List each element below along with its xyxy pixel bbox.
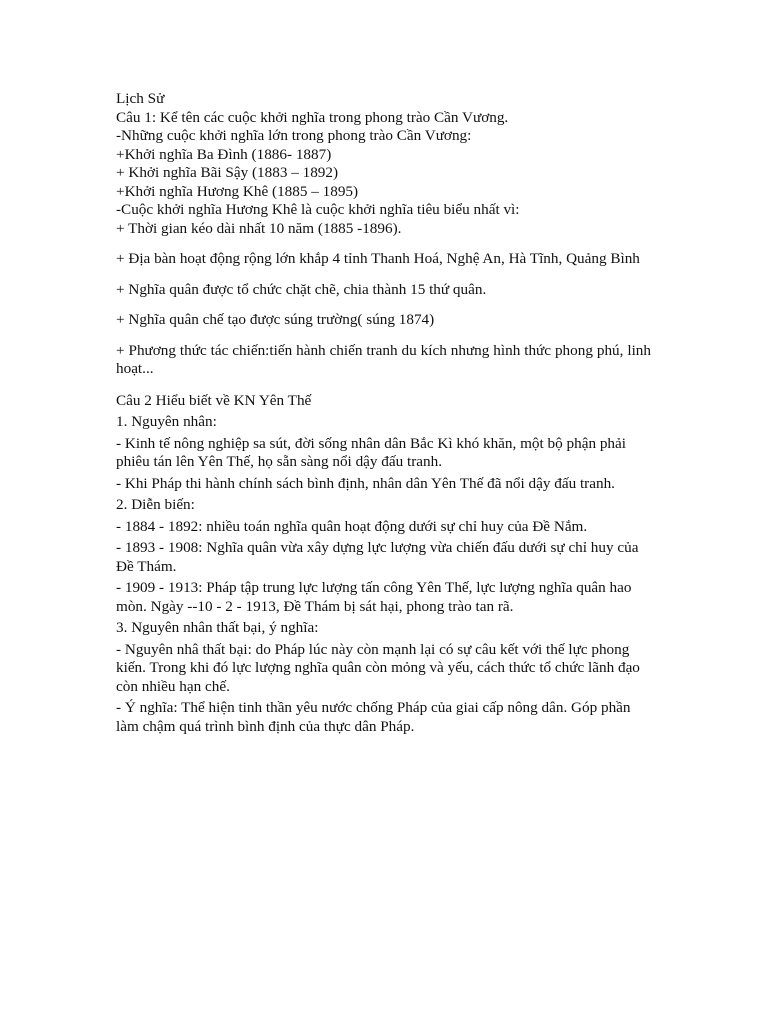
cause-item: - Kinh tế nông nghiệp sa sút, đời sống nhân dân Bắc Kì khó khăn, một bộ phận phải phiêu tán lên Yên Thế, họ sẵn sàng nổi dậy đấu tranh. [116, 434, 626, 470]
event-item: - 1884 - 1892: nhiều toán nghĩa quân hoạt động dưới sự chỉ huy của Đề Nắm. [116, 517, 588, 535]
q1-typical-intro: -Cuộc khởi nghĩa Hương Khê là cuộc khởi nghĩa tiêu biểu nhất vì: [116, 201, 520, 218]
uprising-item: +Khởi nghĩa Hương Khê (1885 – 1895) [116, 182, 359, 200]
document-title: Lịch Sử [116, 90, 165, 107]
reason-item: + Nghĩa quân chế tạo được súng trường( súng 1874) [116, 311, 435, 328]
uprising-item: +Khởi nghĩa Ba Đình (1886- 1887) [116, 145, 332, 163]
reason-item: + Thời gian kéo dài nhất 10 năm (1885 -1896). [116, 219, 402, 237]
document-page [116, 90, 651, 736]
event-item: - 1909 - 1913: Pháp tập trung lực lượng tấn công Yên Thế, lực lượng nghĩa quân hao mòn. Ngày --10 - 2 - 1913, Đề Thám bị sát hại, phong trào tan rã. [116, 579, 632, 615]
causes-heading: 1. Nguyên nhân: [116, 413, 217, 430]
failure-item: - Nguyên nhâ thất bại: do Pháp lúc này còn mạnh lại có sự câu kết với thế lực phong kiến. Trong khi đó lực lượng nghĩa quân còn mỏng và yếu, cách thức tổ chức lãnh đạo còn nhiều hạn chế. [116, 640, 640, 695]
q1-intro: -Những cuộc khởi nghĩa lớn trong phong trào Cần Vương: [116, 127, 472, 144]
reason-item: + Nghĩa quân được tổ chức chặt chẽ, chia thành 15 thứ quân. [116, 280, 487, 298]
uprising-item: + Khởi nghĩa Bãi Sậy (1883 – 1892) [116, 164, 339, 181]
failure-item: - Ý nghĩa: Thể hiện tinh thần yêu nước chống Pháp của giai cấp nông dân. Góp phần làm chậm quá trình bình định của thực dân Pháp. [116, 699, 631, 735]
reason-item: + Địa bàn hoạt động rộng lớn khắp 4 tỉnh Thanh Hoá, Nghệ An, Hà Tĩnh, Quảng Bình [116, 250, 640, 267]
question-2: Câu 2 Hiểu biết về KN Yên Thế [116, 391, 312, 409]
event-item: - 1893 - 1908: Nghĩa quân vừa xây dựng lực lượng vừa chiến đấu dưới sự chỉ huy của Đề Thám. [116, 539, 639, 575]
events-heading: 2. Diễn biến: [116, 496, 195, 513]
cause-item: - Khi Pháp thi hành chính sách bình định, nhân dân Yên Thế đã nổi dậy đấu tranh. [116, 474, 615, 492]
question-1: Câu 1: Kể tên các cuộc khởi nghĩa trong phong trào Cần Vương. [116, 108, 509, 126]
reason-item: + Phương thức tác chiến:tiến hành chiến tranh du kích nhưng hình thức phong phú, linh hoạt... [116, 341, 651, 377]
failure-heading: 3. Nguyên nhân thất bại, ý nghĩa: [116, 619, 319, 636]
